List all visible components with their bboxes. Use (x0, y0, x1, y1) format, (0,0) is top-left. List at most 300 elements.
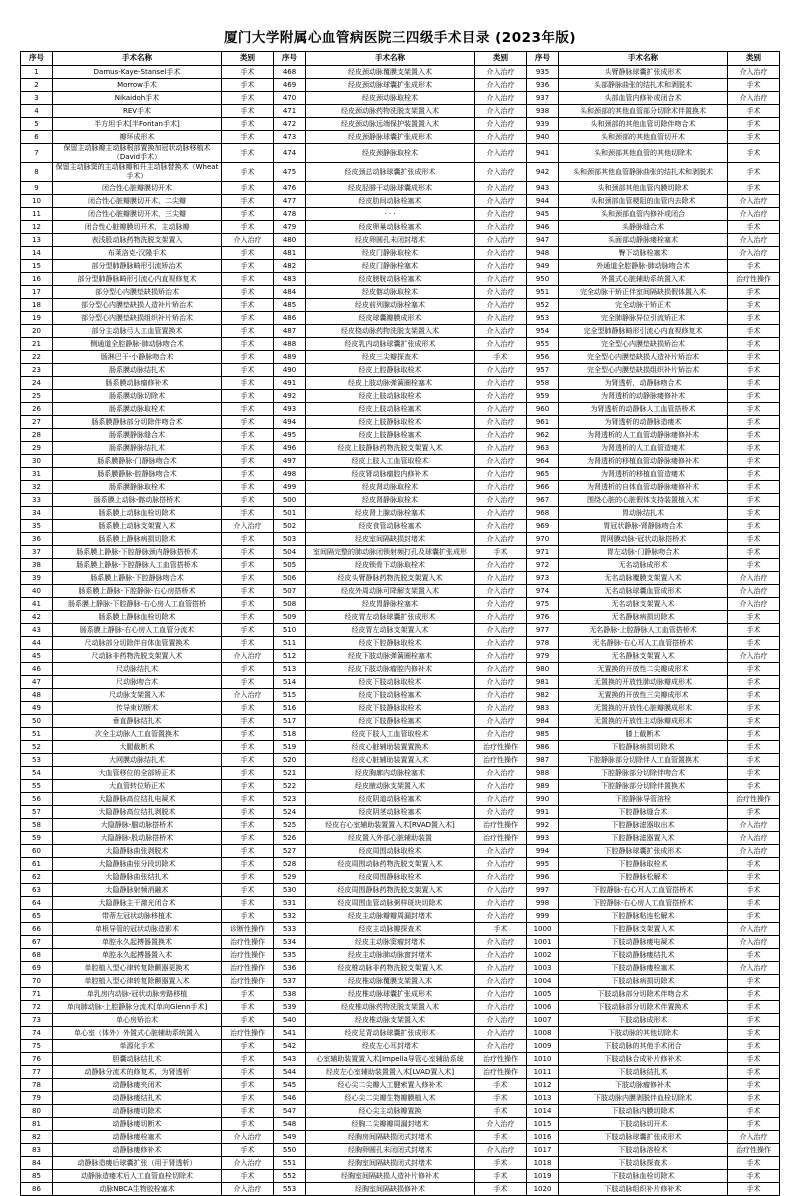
seq-cell: 40 (21, 585, 53, 598)
seq-cell: 533 (274, 923, 306, 936)
surgery-name-cell: 肠系膜静脉缝合术 (53, 429, 222, 442)
seq-cell: 2 (21, 79, 53, 92)
surgery-name-cell: 经皮颈动脉球囊扩张成形术 (306, 79, 475, 92)
surgery-name-cell: 经心尖主动脉瓣置换 (306, 1105, 475, 1118)
seq-cell: 988 (527, 767, 559, 780)
seq-cell: 83 (21, 1144, 53, 1157)
surgery-name-cell: 经皮阴茎动脉栓塞术 (306, 806, 475, 819)
seq-cell: 503 (274, 533, 306, 546)
surgery-name-cell: 下肢动脉内膜剥脱伴血栓切除术 (559, 1092, 728, 1105)
category-cell: 手术 (222, 715, 274, 728)
category-cell: 介入治疗 (222, 650, 274, 663)
category-cell: 介入治疗 (475, 637, 527, 650)
category-cell: 介入治疗 (475, 663, 527, 676)
category-cell: 手术 (728, 1001, 780, 1014)
table-row (21, 273, 780, 286)
seq-cell: 539 (274, 1001, 306, 1014)
category-cell: 手术 (222, 312, 274, 325)
surgery-name-cell: 部分型心内膜垫缺损矫治术 (53, 286, 222, 299)
table-row (21, 884, 780, 897)
category-cell: 介入治疗 (475, 559, 527, 572)
seq-cell: 519 (274, 741, 306, 754)
surgery-name-cell: 经心尖二尖瓣人工腱索置入修补术 (306, 1079, 475, 1092)
seq-cell: 981 (527, 676, 559, 689)
category-cell: 手术 (728, 351, 780, 364)
seq-cell: 950 (527, 273, 559, 286)
category-cell: 手术 (222, 637, 274, 650)
surgery-name-cell: 经皮前列腺动脉栓塞术 (306, 299, 475, 312)
seq-cell: 13 (21, 234, 53, 247)
surgery-name-cell: 大隐静脉射频消融术 (53, 884, 222, 897)
seq-cell: 949 (527, 260, 559, 273)
seq-cell: 45 (21, 650, 53, 663)
seq-cell: 488 (274, 338, 306, 351)
surgery-name-cell: 胃左动脉-门静脉吻合术 (559, 546, 728, 559)
seq-cell: 993 (527, 832, 559, 845)
seq-cell: 1006 (527, 1001, 559, 1014)
surgery-name-cell: 膝上截断术 (559, 728, 728, 741)
surgery-name-cell: 下腔静脉-右心耳人工血管搭桥术 (559, 884, 728, 897)
surgery-name-cell: 围绕心脏的心脏假体支持装置植入术 (559, 494, 728, 507)
surgery-name-cell: 下肢动脉成形术 (559, 1014, 728, 1027)
category-cell: 手术 (728, 689, 780, 702)
category-cell: 介入治疗 (728, 208, 780, 221)
category-cell: 介入治疗 (475, 988, 527, 1001)
seq-cell: 43 (21, 624, 53, 637)
seq-cell: 1015 (527, 1118, 559, 1131)
surgery-name-cell: 经胸室间隔缺损修补术 (306, 1183, 475, 1196)
surgery-name-cell: 闭合性心脏瓣膜切开术 (53, 182, 222, 195)
category-cell: 介入治疗 (475, 884, 527, 897)
table-row (21, 182, 780, 195)
surgery-name-cell: 经皮置入外部心脏辅助装置 (306, 832, 475, 845)
seq-cell: 478 (274, 208, 306, 221)
name-header: 手术名称 (53, 52, 222, 66)
seq-cell: 1003 (527, 962, 559, 975)
surgery-name-cell: 经皮肾上腺动脉栓塞术 (306, 507, 475, 520)
category-cell: 手术 (222, 533, 274, 546)
surgery-name-cell: 下腔静脉-右心房人工血管搭桥术 (559, 897, 728, 910)
table-row (21, 598, 780, 611)
seq-cell: 535 (274, 949, 306, 962)
category-cell: 治疗性操作 (475, 754, 527, 767)
category-cell: 介入治疗 (728, 936, 780, 949)
category-cell: 手术 (728, 533, 780, 546)
surgery-name-cell: 无名动脉球囊血管成形术 (559, 585, 728, 598)
seq-cell: 521 (274, 767, 306, 780)
table-row (21, 1040, 780, 1053)
seq-cell: 947 (527, 234, 559, 247)
surgery-name-cell: 经皮肾动脉瘤腔内修补术 (306, 468, 475, 481)
seq-cell: 514 (274, 676, 306, 689)
surgery-name-cell: 下腔静脉支架置入术 (559, 923, 728, 936)
seq-cell: 526 (274, 832, 306, 845)
category-cell: 手术 (728, 299, 780, 312)
surgery-name-cell: 闭合性心脏瓣膜切开术，三尖瓣 (53, 208, 222, 221)
seq-cell: 976 (527, 611, 559, 624)
category-cell: 手术 (222, 871, 274, 884)
surgery-name-cell: 单源化手术 (53, 1040, 222, 1053)
seq-cell: 545 (274, 1079, 306, 1092)
category-cell: 介入治疗 (728, 650, 780, 663)
category-header: 类别 (222, 52, 274, 66)
seq-cell: 973 (527, 572, 559, 585)
seq-cell: 481 (274, 247, 306, 260)
category-cell: 手术 (222, 910, 274, 923)
seq-cell: 37 (21, 546, 53, 559)
category-cell: 介入治疗 (728, 845, 780, 858)
category-cell: 手术 (728, 494, 780, 507)
seq-cell: 528 (274, 858, 306, 871)
surgery-name-cell: Morrow手术 (53, 79, 222, 92)
surgery-name-cell: 大血管转位矫正术 (53, 780, 222, 793)
seq-cell: 1010 (527, 1053, 559, 1066)
category-cell: 介入治疗 (475, 793, 527, 806)
surgery-name-cell: 闭合性心脏瓣膜切开术，二尖瓣 (53, 195, 222, 208)
surgery-name-cell: 下肢动脉的其他手术闭合 (559, 1040, 728, 1053)
surgery-name-cell: 下肢动静脉瘘结扎术 (559, 949, 728, 962)
seq-cell: 1020 (527, 1183, 559, 1196)
surgery-name-cell: 单心室（体外）外置式心脏辅助系统置入 (53, 1027, 222, 1040)
category-cell: 手术 (728, 637, 780, 650)
seq-cell: 495 (274, 429, 306, 442)
surgery-name-cell: 为肾透析的动静脉瘘修补术 (559, 390, 728, 403)
category-header: 类别 (475, 52, 527, 66)
seq-cell: 986 (527, 741, 559, 754)
surgery-name-cell: 经皮颈动脉远端保护装置置入术 (306, 118, 475, 131)
seq-cell: 980 (527, 663, 559, 676)
surgery-name-cell: 肠淋巴干-小静脉吻合术 (53, 351, 222, 364)
surgery-name-cell: 部分型肺静脉畸形引流矫治术 (53, 260, 222, 273)
surgery-name-cell: 经胸二尖瓣瓣周漏封堵术 (306, 1118, 475, 1131)
category-cell: 介入治疗 (222, 1131, 274, 1144)
seq-cell: 995 (527, 858, 559, 871)
category-cell: 手术 (728, 312, 780, 325)
category-cell: 介入治疗 (475, 208, 527, 221)
surgery-name-cell: 肠系膜动脉切除术 (53, 390, 222, 403)
seq-cell: 943 (527, 182, 559, 195)
category-cell: 介入治疗 (475, 273, 527, 286)
surgery-name-cell: 肠系膜上静脉-下腔静脉吻合术 (53, 572, 222, 585)
category-cell: 手术 (728, 910, 780, 923)
category-cell: 介入治疗 (728, 585, 780, 598)
surgery-name-cell: 下腔静脉滤器取出术 (559, 819, 728, 832)
surgery-name-cell: REV手术 (53, 105, 222, 118)
table-row (21, 806, 780, 819)
table-row (21, 897, 780, 910)
seq-cell: 518 (274, 728, 306, 741)
category-cell: 介入治疗 (475, 962, 527, 975)
seq-cell: 8 (21, 163, 53, 182)
seq-cell: 989 (527, 780, 559, 793)
category-cell: 手术 (728, 1079, 780, 1092)
surgery-name-cell: 经皮主动脉瓣探查术 (306, 923, 475, 936)
table-row (21, 286, 780, 299)
seq-header: 序号 (21, 52, 53, 66)
seq-cell: 998 (527, 897, 559, 910)
category-cell: 介入治疗 (475, 520, 527, 533)
seq-cell: 10 (21, 195, 53, 208)
surgery-name-cell: 经皮三尖瓣探查术 (306, 351, 475, 364)
category-cell: 手术 (728, 988, 780, 1001)
surgery-name-cell: 大网膜动脉结扎术 (53, 754, 222, 767)
table-row (21, 845, 780, 858)
category-cell: 手术 (728, 1053, 780, 1066)
seq-cell: 1014 (527, 1105, 559, 1118)
seq-cell: 9 (21, 182, 53, 195)
seq-cell: 984 (527, 715, 559, 728)
category-cell: 介入治疗 (475, 66, 527, 79)
category-cell: 手术 (222, 105, 274, 118)
seq-cell: 21 (21, 338, 53, 351)
category-cell: 手术 (222, 273, 274, 286)
surgery-name-cell: 单根导管的冠状动脉造影术 (53, 923, 222, 936)
seq-cell: 962 (527, 429, 559, 442)
surgery-name-cell: 经皮下肢动脉栓塞术 (306, 689, 475, 702)
surgery-name-cell: 经皮胸廓内动脉栓塞术 (306, 767, 475, 780)
seq-cell: 61 (21, 858, 53, 871)
surgery-name-cell: 经皮主动脉瓣瓣周漏封堵术 (306, 910, 475, 923)
surgery-name-cell: Nikaidoh手术 (53, 92, 222, 105)
category-cell: 手术 (222, 832, 274, 845)
seq-cell: 966 (527, 481, 559, 494)
category-cell: 手术 (222, 221, 274, 234)
category-cell: 介入治疗 (728, 234, 780, 247)
surgery-name-cell: 侧通道全腔静脉-肺动脉吻合术 (53, 338, 222, 351)
category-cell: 手术 (475, 1157, 527, 1170)
category-cell: 介入治疗 (475, 1144, 527, 1157)
category-cell: 手术 (222, 208, 274, 221)
surgery-name-cell: 下腔静脉部分切除伴人工血管置换术 (559, 754, 728, 767)
surgery-name-cell: 下腔静脉病损切除术 (559, 741, 728, 754)
category-cell: 治疗性操作 (475, 741, 527, 754)
seq-cell: 479 (274, 221, 306, 234)
category-cell: 介入治疗 (475, 429, 527, 442)
surgery-name-cell: 动静脉造瘘后球囊扩张（用于肾透析） (53, 1157, 222, 1170)
surgery-name-cell: 胃冠状静脉-肾静脉吻合术 (559, 520, 728, 533)
category-cell: 介入治疗 (728, 92, 780, 105)
seq-cell: 502 (274, 520, 306, 533)
category-cell: 介入治疗 (475, 936, 527, 949)
category-cell: 介入治疗 (475, 858, 527, 871)
category-cell: 手术 (222, 754, 274, 767)
category-cell: 治疗性操作 (728, 793, 780, 806)
surgery-name-cell: 动静脉瘘修补术 (53, 1144, 222, 1157)
category-cell: 介入治疗 (475, 286, 527, 299)
seq-cell: 6 (21, 131, 53, 144)
surgery-name-cell: 经皮主动脉窦瘤封堵术 (306, 936, 475, 949)
seq-cell: 1002 (527, 949, 559, 962)
category-cell: 介入治疗 (475, 481, 527, 494)
seq-cell: 63 (21, 884, 53, 897)
surgery-name-cell: 带蒂左冠状动脉移植术 (53, 910, 222, 923)
surgery-name-cell: 单腔植入型心律转复除颤器置入术 (53, 975, 222, 988)
seq-cell: 33 (21, 494, 53, 507)
surgery-name-cell: 头和颈部其他血管的其他切除术 (559, 144, 728, 163)
surgery-name-cell: 经皮颈静脉球囊扩张成形术 (306, 131, 475, 144)
category-cell: 手术 (728, 286, 780, 299)
seq-cell: 70 (21, 975, 53, 988)
category-cell: 介入治疗 (222, 1183, 274, 1196)
table-row (21, 949, 780, 962)
category-cell: 手术 (222, 66, 274, 79)
category-cell: 手术 (728, 1105, 780, 1118)
category-cell: 手术 (222, 390, 274, 403)
category-cell: 介入治疗 (475, 79, 527, 92)
seq-cell: 937 (527, 92, 559, 105)
surgery-name-cell: 外置式心脏辅助系统置入术 (559, 273, 728, 286)
category-cell: 介入治疗 (475, 312, 527, 325)
category-cell: 手术 (728, 1092, 780, 1105)
seq-cell: 964 (527, 455, 559, 468)
surgery-name-cell: 尺动脉非药物洗脱支架置入术 (53, 650, 222, 663)
category-cell: 手术 (728, 182, 780, 195)
surgery-name-cell: 为肾透析的移植血管造瘘术 (559, 468, 728, 481)
category-cell: 手术 (222, 546, 274, 559)
seq-cell: 952 (527, 299, 559, 312)
category-cell: 介入治疗 (475, 403, 527, 416)
surgery-name-cell: 为肾透析的移植血管动静脉瘘修补术 (559, 455, 728, 468)
table-row (21, 988, 780, 1001)
table-row (21, 468, 780, 481)
table-row (21, 663, 780, 676)
seq-cell: 27 (21, 416, 53, 429)
surgery-name-cell: 无置换的开放性心脏瓣膜成形术 (559, 702, 728, 715)
table-row (21, 260, 780, 273)
seq-cell: 56 (21, 793, 53, 806)
category-cell: 手术 (728, 416, 780, 429)
category-cell: 治疗性操作 (222, 1027, 274, 1040)
category-cell: 介入治疗 (475, 118, 527, 131)
seq-cell: 486 (274, 312, 306, 325)
seq-cell: 46 (21, 663, 53, 676)
table-row (21, 312, 780, 325)
seq-cell: 23 (21, 364, 53, 377)
surgery-name-cell: 大隐静脉主干激光闭合术 (53, 897, 222, 910)
category-cell: 手术 (222, 468, 274, 481)
category-cell: 手术 (222, 507, 274, 520)
seq-cell: 551 (274, 1157, 306, 1170)
table-row (21, 351, 780, 364)
surgery-name-cell: 经皮下肢动脉瘤腔内修补术 (306, 663, 475, 676)
seq-cell: 469 (274, 79, 306, 92)
surgery-name-cell: 经皮阴道动脉栓塞术 (306, 793, 475, 806)
seq-cell: 60 (21, 845, 53, 858)
category-cell: 介入治疗 (475, 715, 527, 728)
seq-cell: 492 (274, 390, 306, 403)
category-cell: 介入治疗 (475, 689, 527, 702)
category-cell: 手术 (728, 728, 780, 741)
seq-cell: 494 (274, 416, 306, 429)
table-row (21, 611, 780, 624)
seq-cell: 71 (21, 988, 53, 1001)
table-row (21, 442, 780, 455)
surgery-name-cell: 经皮心脏辅助装置置换术 (306, 741, 475, 754)
category-cell: 手术 (728, 1170, 780, 1183)
surgery-name-cell: 经皮颈动脉覆膜支架置入术 (306, 66, 475, 79)
category-cell: 介入治疗 (475, 92, 527, 105)
surgery-name-cell: 经胸室间隔缺损人造补片修补术 (306, 1170, 475, 1183)
category-cell: 手术 (728, 79, 780, 92)
seq-cell: 53 (21, 754, 53, 767)
surgery-name-cell: 经皮周围动脉药物洗脱支架置入术 (306, 858, 475, 871)
seq-cell: 515 (274, 689, 306, 702)
surgery-name-cell: 瓣环成形术 (53, 131, 222, 144)
page-title: 厦门大学附属心血管病医院三四级手术目录 (2023年版) (223, 30, 577, 46)
table-row (21, 910, 780, 923)
category-cell: 介入治疗 (475, 1027, 527, 1040)
seq-cell: 522 (274, 780, 306, 793)
category-cell: 介入治疗 (475, 195, 527, 208)
seq-cell: 951 (527, 286, 559, 299)
category-cell: 介入治疗 (475, 416, 527, 429)
surgery-name-cell: 经皮周围血管动脉粥样斑块切除术 (306, 897, 475, 910)
category-cell: 手术 (728, 481, 780, 494)
seq-cell: 485 (274, 299, 306, 312)
seq-cell: 4 (21, 105, 53, 118)
table-row (21, 923, 780, 936)
seq-cell: 540 (274, 1014, 306, 1027)
surgery-name-cell: 经胸室间隔缺损闭式封堵术 (306, 1157, 475, 1170)
surgery-name-cell: 为肾透析的动静脉造瘘术 (559, 416, 728, 429)
category-cell: 介入治疗 (475, 598, 527, 611)
category-cell: 介入治疗 (475, 624, 527, 637)
category-cell: 介入治疗 (728, 195, 780, 208)
category-cell: 手术 (728, 1157, 780, 1170)
category-cell: 介入治疗 (475, 507, 527, 520)
table-row (21, 208, 780, 221)
category-cell: 介入治疗 (728, 598, 780, 611)
surgery-name-cell: 室间隔完整的肺动脉闭锁射频打孔及球囊扩张成形 (306, 546, 475, 559)
table-row (21, 520, 780, 533)
seq-cell: 538 (274, 988, 306, 1001)
table-row (21, 163, 780, 182)
table-row (21, 144, 780, 163)
surgery-name-cell: 经皮椎动脉非药物洗脱支架置入术 (306, 962, 475, 975)
category-cell: 手术 (222, 858, 274, 871)
seq-cell: 85 (21, 1170, 53, 1183)
surgery-name-cell: 下肢动静脉瘘电凝术 (559, 936, 728, 949)
seq-cell: 509 (274, 611, 306, 624)
surgery-name-cell: 单腔永久起搏器置换术 (53, 936, 222, 949)
surgery-name-cell: 胃网膜动脉-冠状动脉搭桥术 (559, 533, 728, 546)
table-row (21, 1053, 780, 1066)
category-cell: 介入治疗 (475, 780, 527, 793)
seq-cell: 963 (527, 442, 559, 455)
category-cell: 手术 (728, 118, 780, 131)
seq-cell: 971 (527, 546, 559, 559)
seq-cell: 7 (21, 144, 53, 163)
seq-cell: 80 (21, 1105, 53, 1118)
surgery-name-cell: 肠系膜上动脉支架置入术 (53, 520, 222, 533)
category-cell: 手术 (222, 247, 274, 260)
table-row (21, 364, 780, 377)
category-cell: 手术 (728, 442, 780, 455)
surgery-name-cell: 下肢动脉组织补片修补术 (559, 1183, 728, 1196)
seq-cell: 76 (21, 1053, 53, 1066)
seq-cell: 28 (21, 429, 53, 442)
category-cell: 手术 (728, 975, 780, 988)
table-row (21, 715, 780, 728)
surgery-name-cell: 下肢动静脉瘘栓塞术 (559, 962, 728, 975)
category-cell: 手术 (475, 1183, 527, 1196)
seq-cell: 506 (274, 572, 306, 585)
seq-cell: 1012 (527, 1079, 559, 1092)
surgery-name-cell: 动静脉瘘夹闭术 (53, 1079, 222, 1092)
seq-cell: 29 (21, 442, 53, 455)
seq-cell: 41 (21, 598, 53, 611)
surgery-name-cell: 单腔永久起搏器置入术 (53, 949, 222, 962)
